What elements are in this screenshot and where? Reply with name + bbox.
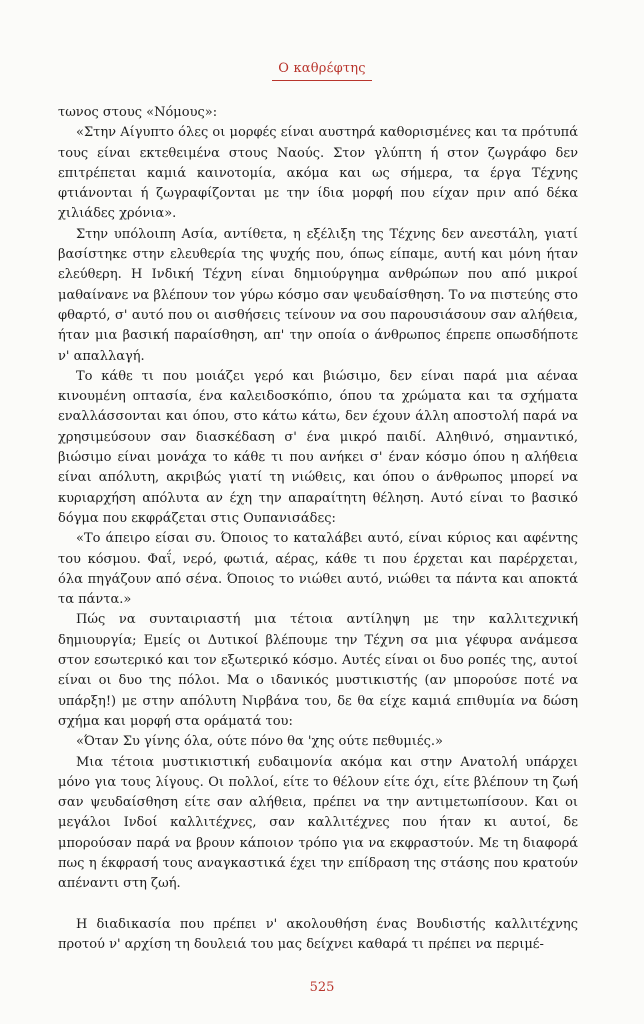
quote-paragraph: «Όταν Συ γίνης όλα, ούτε πόνο θα 'χης ούτε πεθυμιές.» [76, 734, 443, 750]
body-text [58, 103, 578, 955]
paragraph: Πώς να συνταιριαστή μια τέτοια αντίληψη με την καλλιτεχνική δημιουργία; Εμείς οι Δυτικοί βλέπουμε την Τέχνη σα μια γέφυρα ανάμεσα στον εσωτερικό και τον εξωτερικό κόσμο. Αυτές είναι οι δυο ροπές της, αυτοί είναι οι δυο της πόλοι. Μα ο ιδανικός μυστικιστής (αν μπορούσε ποτέ να υπάρξη!) με στην απόλυτη Νιρβάνα του, δε θα είχε καμιά επιθυμία να δώση σχήμα και μορφή στα οράματά του: [58, 612, 578, 729]
page-number: 525 [309, 980, 335, 995]
paragraph: Η διαδικασία που πρέπει ν' ακολουθήση ένας Βουδιστής καλλιτέχνης προτού ν' αρχίση τη δουλειά του μας δείχνει καθαρά τι πρέπει να περιμέ- [58, 916, 578, 952]
paragraph: Στην υπόλοιπη Ασία, αντίθετα, η εξέλιξη της Τέχνης δεν ανεστάλη, γιατί βασίστηκε στην ελευθερία της ψυχής που, όπως είπαμε, αυτή και μόνη ήταν ελεύθερη. Η Ινδική Τέχνη είναι δημιούργημα ανθρώπων που από μικροί μαθαίνανε να βλέπουν τον γύρω κόσμο σαν ψευδαίσθηση. Το να πιστεύης στο φθαρτό, σ' αυτό που οι αισθήσεις τείνουν να σου παρουσιάσουν σαν αλήθεια, ήταν μια βασική παραίσθηση, απ' την οποία ο άνθρωπος έπρεπε οπωσδήποτε ν' απαλλαγή. [58, 226, 578, 364]
paragraph: Μια τέτοια μυστικιστική ευδαιμονία ακόμα και στην Ανατολή υπάρχει μόνο για τους λίγους. Οι πολλοί, είτε το θέλουν είτε όχι, είτε βλέπουν τη ζωή σαν ψευδαίσθηση είτε σαν αλήθεια, πρέπει να την αντιμετωπίσουν. Και οι μεγάλοι Ινδοί καλλιτέχνες, σαν καλλιτέχνες που ήταν κι αυτοί, δε μπορούσαν παρά να βρουν κάποιον τρόπο για να εκφραστούν. Με τη διαφορά πως η έκφρασή τους αναγκαστικά έχει την επίδραση της στάσης που κρατούν απέναντι στη ζωή. [58, 754, 578, 892]
paragraph: τωνος στους «Νόμους»: [58, 105, 218, 120]
quote-paragraph: «Το άπειρο είσαι συ. Όποιος το καταλάβει αυτό, είναι κύριος και αφέντης του κόσμου. Φαΐ, νερό, φωτιά, αέρας, κάθε τι που έρχεται και παρέρχεται, όλα πηγάζουν από σένα. Όποιος το νιώθει αυτό, νιώθει τα πάντα και αποκτά τα πάντα.» [58, 531, 578, 608]
quote-paragraph: «Στην Αίγυπτο όλες οι μορφές είναι αυστηρά καθορισμένες και τα πρότυπά τους είναι εκτεθειμένα στους Ναούς. Στον γλύπτη ή στον ζωγράφο δεν επιτρέπεται καμιά καινοτομία, ακόμα και ως σήμερα, τα έργα Τέχνης φτιάνονται ή ζωγραφίζονται με την ίδια μορφή που είχαν πριν από δέκα χιλιάδες χρόνια». [58, 125, 578, 222]
running-head [0, 57, 644, 81]
running-head-title: Ο καθρέφτης [272, 61, 371, 81]
paragraph: Το κάθε τι που μοιάζει γερό και βιώσιμο, δεν είναι παρά μια αέναα κινουμένη οπτασία, ένα καλειδοσκόπιο, όπου τα χρώματα και τα σχήματα εναλλάσσονται και όπου, στο κάτω κάτω, δεν έχουν άλλη αποστολή παρά να χρησιμεύσουν σαν διασκέδαση σ' ένα μικρό παιδί. Αληθινό, σημαντικό, βιώσιμο είναι μονάχα το κάθε τι που ανήκει σ' έναν κόσμο όπου η αλήθεια είναι απόλυτη, ακριβώς γιατί τη νιώθεις, και όπου ο άνθρωπος μπορεί να κυριαρχήση απόλυτα αν έχη την απαραίτητη θέληση. Αυτό είναι το βασικό δόγμα που εκφράζεται στις Ουπανισάδες: [58, 368, 578, 526]
